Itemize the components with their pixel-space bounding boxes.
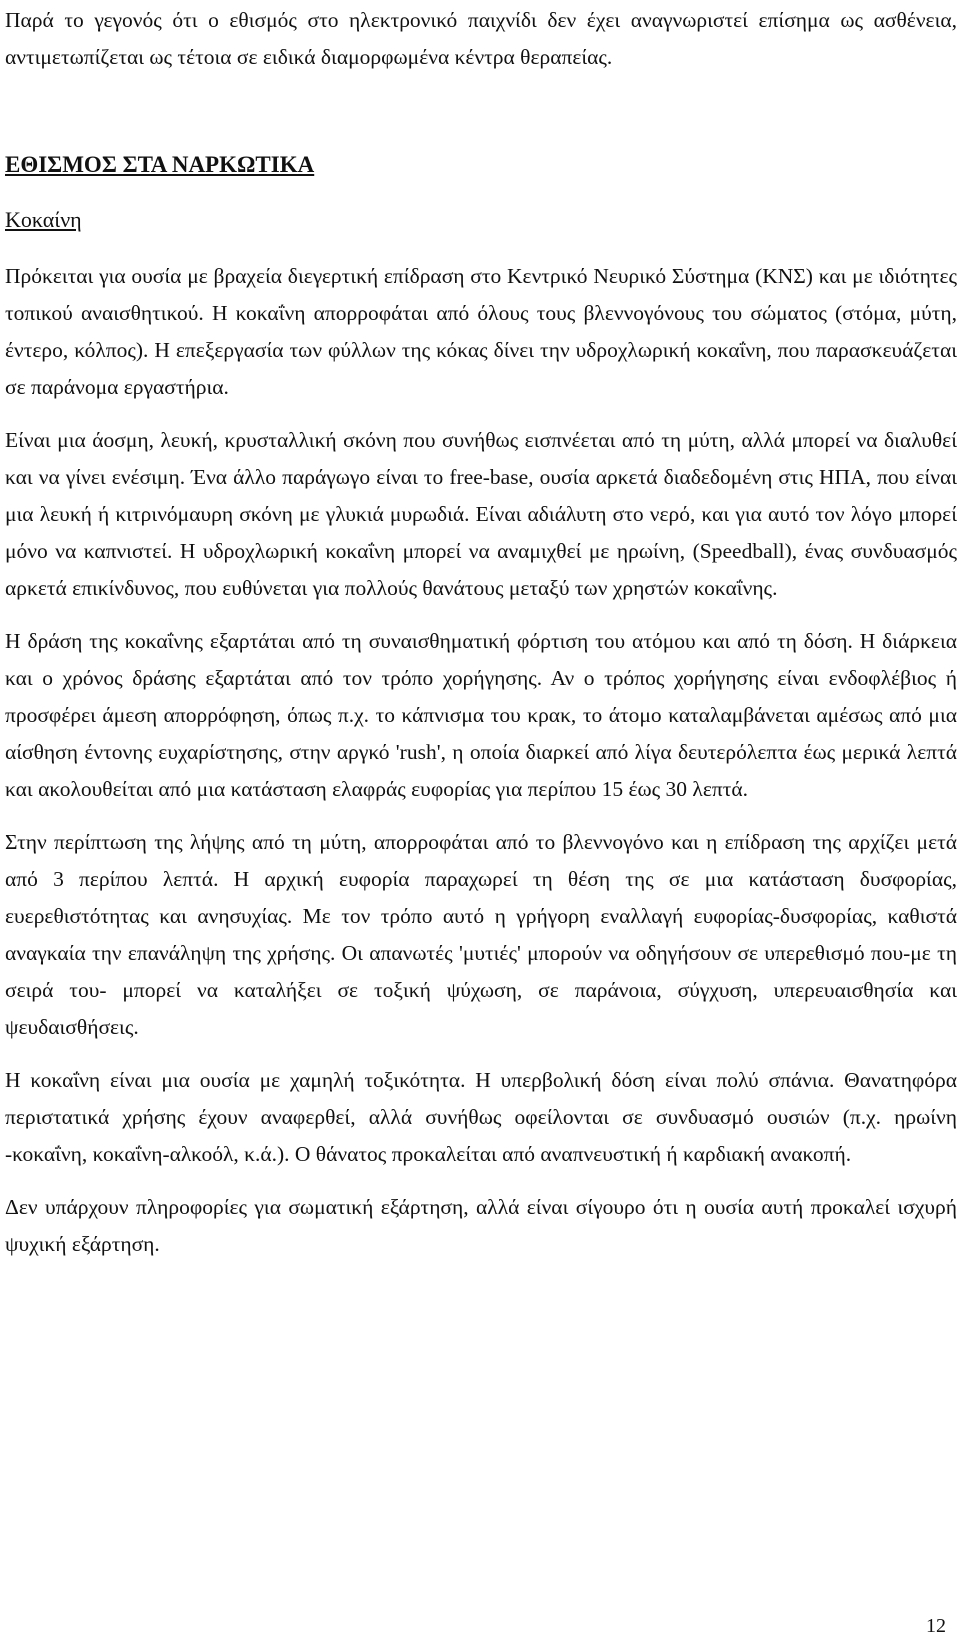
paragraph-action: Η δράση της κοκαΐνης εξαρτάται από τη συναισθηματική φόρτιση του ατόμου και από τη δόση. Η διάρκεια και ο χρόνος δράσης εξαρτάται από τον τρόπο χορήγησης. Αν ο τρόπος χορήγησης είναι ενδοφλέβιος ή προσφέρει άμεση απορρόφηση, όπως π.χ. το κάπνισμα του κρακ, το άτομο καταλαμβάνεται αμέσως από μια αίσθηση έντονης ευχαρίστησης, στην αργκό 'rush', η οποία διαρκεί από λίγα δευτερόλεπτα έως μερικά λεπτά και ακολουθείται από μια κατάσταση ελαφράς ευφορίας για περίπου 15 έως 30 λεπτά. xyxy=(5,629,957,801)
intro-paragraph: Παρά το γεγονός ότι ο εθισμός στο ηλεκτρονικό παιχνίδι δεν έχει αναγνωριστεί επίσημα ως ασθένεια, αντιμετωπίζεται ως τέτοια σε ειδικά διαμορφωμένα κέντρα θεραπείας. xyxy=(5,8,957,69)
paragraph-description: Πρόκειται για ουσία με βραχεία διεγερτική επίδραση στο Κεντρικό Νευρικό Σύστημα (ΚΝΣ) και με ιδιότητες τοπικού αναισθητικού. Η κοκαΐνη απορροφάται από όλους τους βλεννογόνους του σώματος (στόμα, μύτη, έντερο, κόλπος). Η επεξεργασία των φύλλων της κόκας δίνει την υδροχλωρική κοκαΐνη, που παρασκευάζεται σε παράνομα εργαστήρια. xyxy=(5,264,957,399)
paragraph-toxicity: Η κοκαΐνη είναι μια ουσία με χαμηλή τοξικότητα. Η υπερβολική δόση είναι πολύ σπάνια. Θανατηφόρα περιστατικά χρήσης έχουν αναφερθεί, αλλά συνήθως οφείλονται σε συνδυασμό ουσιών (π.χ. ηρωίνη -κοκαΐνη, κοκαΐνη-αλκοόλ, κ.ά.). Ο θάνατος προκαλείται από αναπνευστική ή καρδιακή ανακοπή. xyxy=(5,1068,957,1166)
subsection-title: Κοκαίνη xyxy=(5,207,82,232)
document-page xyxy=(5,2,957,1279)
paragraph-dependence: Δεν υπάρχουν πληροφορίες για σωματική εξάρτηση, αλλά είναι σίγουρο ότι η ουσία αυτή προκαλεί ισχυρή ψυχική εξάρτηση. xyxy=(5,1195,957,1256)
page-number: 12 xyxy=(926,1615,946,1637)
paragraph-nasal-intake: Στην περίπτωση της λήψης από τη μύτη, απορροφάται από το βλεννογόνο και η επίδραση της αρχίζει μετά από 3 περίπου λεπτά. Η αρχική ευφορία παραχωρεί τη θέση της σε μια κατάσταση δυσφορίας, ευερεθιστότητας και ανησυχίας. Με τον τρόπο αυτό η γρήγορη εναλλαγή ευφορίας-δυσφορίας, καθιστά αναγκαία την επανάληψη της χρήσης. Οι απανωτές 'μυτιές' μπορούν να οδηγήσουν σε υπερεθισμό που-με τη σειρά του- μπορεί να καταλήξει σε τοξική ψύχωση, σε παράνοια, σύγχυση, υπερευαισθησία και ψευδαισθήσεις. xyxy=(5,830,957,1039)
section-title: ΕΘΙΣΜΟΣ ΣΤΑ ΝΑΡΚΩΤΙΚΑ xyxy=(5,152,315,177)
paragraph-forms: Είναι μια άοσμη, λευκή, κρυσταλλική σκόνη που συνήθως εισπνέεται από τη μύτη, αλλά μπορεί να διαλυθεί και να γίνει ενέσιμη. Ένα άλλο παράγωγο είναι το free-base, ουσία αρκετά διαδεδομένη στις ΗΠΑ, που είναι μια λευκή ή κιτρινόμαυρη σκόνη με γλυκιά μυρωδιά. Είναι αδιάλυτη στο νερό, και για αυτό τον λόγο μπορεί μόνο να καπνιστεί. Η υδροχλωρική κοκαΐνη μπορεί να αναμιχθεί με ηρωίνη, (Speedball), ένας συνδυασμός αρκετά επικίνδυνος, που ευθύνεται για πολλούς θανάτους μεταξύ των χρηστών κοκαΐνης. xyxy=(5,428,957,600)
